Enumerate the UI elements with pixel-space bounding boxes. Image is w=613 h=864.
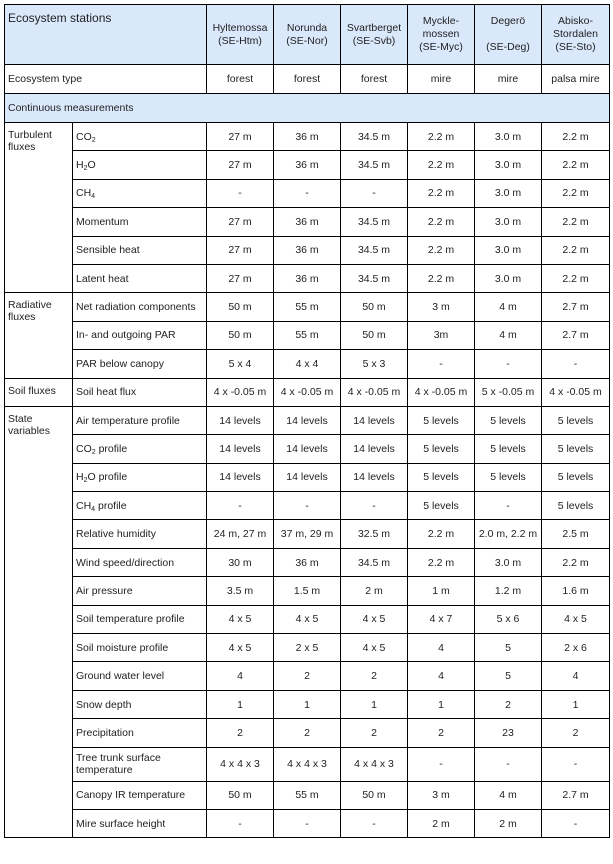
measurement-value: 2.7 m <box>542 781 610 809</box>
measurement-value: 4 x 4 <box>274 350 341 378</box>
measurement-value: 5 levels <box>542 463 610 491</box>
table-row <box>5 179 610 207</box>
measurement-value: 2.7 m <box>542 293 610 321</box>
measurement-value: 4 x -0.05 m <box>274 378 341 406</box>
measurement-value: 4 x 5 <box>207 605 274 633</box>
measurement-value: 14 levels <box>207 406 274 434</box>
measurement-value: 2 m <box>341 577 408 605</box>
measurement-value: 37 m, 29 m <box>274 520 341 548</box>
ecosystem-type-value: mire <box>408 65 475 94</box>
measurement-value: 34.5 m <box>341 151 408 179</box>
measurement-value: 4 <box>207 662 274 690</box>
measurement-label: Soil temperature profile <box>73 605 207 633</box>
measurement-value: 2.2 m <box>408 208 475 236</box>
measurement-label: $CH_4$ <box>73 179 207 207</box>
measurement-value: 3.0 m <box>475 208 542 236</box>
measurement-value: 50 m <box>341 781 408 809</box>
measurement-value: 50 m <box>207 321 274 349</box>
measurement-value: 4 m <box>475 293 542 321</box>
measurement-label: $CO_2$ profile <box>73 435 207 463</box>
measurement-value: 3.0 m <box>475 179 542 207</box>
station-header: Norunda (SE-Nor) <box>274 5 341 65</box>
measurement-value: 50 m <box>341 321 408 349</box>
header-row <box>5 5 610 65</box>
measurement-value: 5 levels <box>408 492 475 520</box>
table-row <box>5 293 610 321</box>
measurement-label: $H_2O$ profile <box>73 463 207 491</box>
measurement-value: 5 x 4 <box>207 350 274 378</box>
table-row <box>5 809 610 837</box>
measurement-value: 5 levels <box>475 463 542 491</box>
table-row <box>5 321 610 349</box>
ecosystem-type-value: forest <box>274 65 341 94</box>
measurement-label: $CH_4$ profile <box>73 492 207 520</box>
table-row <box>5 492 610 520</box>
measurement-value: 4 x 5 <box>274 605 341 633</box>
measurement-value: 50 m <box>341 293 408 321</box>
station-header: Abisko- Stordalen (SE-Sto) <box>542 5 610 65</box>
measurement-value: 5 x 6 <box>475 605 542 633</box>
measurement-value: 4 x 5 <box>207 634 274 662</box>
measurement-label: Air pressure <box>73 577 207 605</box>
measurement-value: 2 m <box>408 809 475 837</box>
measurement-value: 2.0 m, 2.2 m <box>475 520 542 548</box>
measurement-value: 4 x -0.05 m <box>341 378 408 406</box>
measurement-label: Momentum <box>73 208 207 236</box>
ecosystem-stations-table <box>4 4 610 838</box>
measurement-value: - <box>207 492 274 520</box>
measurement-value: 2 <box>341 719 408 747</box>
ecosystem-type-row <box>5 65 610 94</box>
measurement-value: 2 <box>274 719 341 747</box>
measurement-label: Soil heat flux <box>73 378 207 406</box>
measurement-value: 2.2 m <box>542 179 610 207</box>
measurement-label: Latent heat <box>73 264 207 292</box>
measurement-value: 1 <box>207 690 274 718</box>
section-title: Continuous measurements <box>5 94 610 123</box>
measurement-value: - <box>274 809 341 837</box>
table-row <box>5 350 610 378</box>
ecosystem-type-label: Ecosystem type <box>5 65 207 94</box>
measurement-value: - <box>408 350 475 378</box>
measurement-value: 27 m <box>207 208 274 236</box>
measurement-value: 36 m <box>274 236 341 264</box>
measurement-value: 2 x 5 <box>274 634 341 662</box>
table-row <box>5 378 610 406</box>
measurement-label: Sensible heat <box>73 236 207 264</box>
station-header: Svartberget (SE-Svb) <box>341 5 408 65</box>
station-header: Hyltemossa (SE-Htm) <box>207 5 274 65</box>
table-row <box>5 208 610 236</box>
measurement-value: - <box>542 350 610 378</box>
measurement-label: Net radiation components <box>73 293 207 321</box>
measurement-label: PAR below canopy <box>73 350 207 378</box>
measurement-value: 4 x 5 <box>341 634 408 662</box>
measurement-label: Mire surface height <box>73 809 207 837</box>
measurement-value: - <box>341 492 408 520</box>
table-row <box>5 605 610 633</box>
measurement-value: 36 m <box>274 548 341 576</box>
measurement-value: 1 <box>408 690 475 718</box>
measurement-value: 5 levels <box>542 492 610 520</box>
measurement-value: 1.5 m <box>274 577 341 605</box>
measurement-value: 2.2 m <box>408 236 475 264</box>
measurement-value: 4 x 4 x 3 <box>341 747 408 781</box>
measurement-value: 24 m, 27 m <box>207 520 274 548</box>
group-label: State variables <box>5 406 73 837</box>
measurement-value: 5 <box>475 634 542 662</box>
measurement-value: 2.2 m <box>542 264 610 292</box>
measurement-value: 34.5 m <box>341 123 408 151</box>
measurement-value: 4 x 4 x 3 <box>207 747 274 781</box>
measurement-value: 4 x 4 x 3 <box>274 747 341 781</box>
measurement-value: 32.5 m <box>341 520 408 548</box>
measurement-value: 2.2 m <box>542 123 610 151</box>
group-label: Radiative fluxes <box>5 293 73 378</box>
measurement-value: 1 <box>341 690 408 718</box>
measurement-label: Soil moisture profile <box>73 634 207 662</box>
table-row <box>5 435 610 463</box>
measurement-value: 3.0 m <box>475 151 542 179</box>
measurement-value: 4 <box>408 662 475 690</box>
measurement-value: 2.2 m <box>408 123 475 151</box>
measurement-value: 4 x 7 <box>408 605 475 633</box>
measurement-value: 34.5 m <box>341 208 408 236</box>
measurement-value: 14 levels <box>274 463 341 491</box>
measurement-label: $H_2O$ <box>73 151 207 179</box>
measurement-value: 5 x -0.05 m <box>475 378 542 406</box>
measurement-value: 5 levels <box>542 406 610 434</box>
measurement-value: 14 levels <box>341 435 408 463</box>
table-row <box>5 634 610 662</box>
measurement-value: 3.5 m <box>207 577 274 605</box>
measurement-value: 34.5 m <box>341 264 408 292</box>
measurement-value: 14 levels <box>274 435 341 463</box>
measurement-value: 55 m <box>274 781 341 809</box>
ecosystem-type-value: mire <box>475 65 542 94</box>
measurement-value: 4 x -0.05 m <box>408 378 475 406</box>
measurement-value: 14 levels <box>341 463 408 491</box>
measurement-value: 1 m <box>408 577 475 605</box>
table-row <box>5 151 610 179</box>
measurement-value: 1.6 m <box>542 577 610 605</box>
measurement-label: Canopy IR temperature <box>73 781 207 809</box>
measurement-value: 34.5 m <box>341 548 408 576</box>
table-row <box>5 690 610 718</box>
measurement-value: 2.2 m <box>542 236 610 264</box>
measurement-value: 5 levels <box>542 435 610 463</box>
measurement-value: 5 x 3 <box>341 350 408 378</box>
measurement-value: 4 <box>542 662 610 690</box>
measurement-value: 27 m <box>207 123 274 151</box>
table-row <box>5 463 610 491</box>
measurement-value: - <box>475 350 542 378</box>
measurement-value: 36 m <box>274 151 341 179</box>
measurement-value: 36 m <box>274 264 341 292</box>
measurement-value: 14 levels <box>207 463 274 491</box>
measurement-value: 2 x 6 <box>542 634 610 662</box>
table-row <box>5 520 610 548</box>
measurement-value: 2.2 m <box>542 548 610 576</box>
measurement-value: 2.2 m <box>408 179 475 207</box>
measurement-value: 2.2 m <box>408 151 475 179</box>
measurement-value: - <box>341 179 408 207</box>
measurement-value: 5 levels <box>475 435 542 463</box>
table-row <box>5 747 610 781</box>
measurement-value: 50 m <box>207 293 274 321</box>
measurement-value: 4 x -0.05 m <box>542 378 610 406</box>
measurement-value: 27 m <box>207 151 274 179</box>
measurement-value: 14 levels <box>207 435 274 463</box>
measurement-value: 5 levels <box>408 406 475 434</box>
table-row <box>5 236 610 264</box>
measurement-value: 3.0 m <box>475 548 542 576</box>
measurement-value: - <box>408 747 475 781</box>
table-row <box>5 719 610 747</box>
measurement-value: 2.2 m <box>408 548 475 576</box>
ecosystem-type-value: palsa mire <box>542 65 610 94</box>
measurement-value: 27 m <box>207 236 274 264</box>
measurement-value: 2.7 m <box>542 321 610 349</box>
measurement-value: 3.0 m <box>475 264 542 292</box>
measurement-label: Precipitation <box>73 719 207 747</box>
measurement-label: Ground water level <box>73 662 207 690</box>
measurement-value: 2 <box>274 662 341 690</box>
measurement-label: Relative humidity <box>73 520 207 548</box>
measurement-value: 4 m <box>475 781 542 809</box>
measurement-value: - <box>274 492 341 520</box>
measurement-value: 4 m <box>475 321 542 349</box>
measurement-value: 4 x 5 <box>341 605 408 633</box>
ecosystem-type-value: forest <box>341 65 408 94</box>
table-row <box>5 662 610 690</box>
measurement-value: - <box>207 179 274 207</box>
measurement-value: - <box>475 747 542 781</box>
measurement-value: 5 levels <box>408 463 475 491</box>
measurement-value: 2.2 m <box>408 264 475 292</box>
measurement-value: 34.5 m <box>341 236 408 264</box>
measurement-value: 55 m <box>274 321 341 349</box>
measurement-value: 23 <box>475 719 542 747</box>
measurement-value: 1 <box>274 690 341 718</box>
group-label: Soil fluxes <box>5 378 73 406</box>
table-title: Ecosystem stations <box>5 5 207 65</box>
measurement-value: 36 m <box>274 123 341 151</box>
measurement-value: 3m <box>408 321 475 349</box>
measurement-value: 1 <box>542 690 610 718</box>
measurement-value: 14 levels <box>341 406 408 434</box>
table-row <box>5 264 610 292</box>
measurement-value: 4 <box>408 634 475 662</box>
measurement-value: - <box>274 179 341 207</box>
measurement-value: 30 m <box>207 548 274 576</box>
measurement-value: - <box>475 492 542 520</box>
table-row <box>5 123 610 151</box>
table-row <box>5 406 610 434</box>
measurement-value: 2.2 m <box>408 520 475 548</box>
measurement-value: 1.2 m <box>475 577 542 605</box>
measurement-value: 2.2 m <box>542 208 610 236</box>
measurement-value: 2 <box>207 719 274 747</box>
measurement-value: 50 m <box>207 781 274 809</box>
measurement-label: Snow depth <box>73 690 207 718</box>
measurement-value: 5 <box>475 662 542 690</box>
measurement-value: 2 <box>341 662 408 690</box>
measurement-value: - <box>542 747 610 781</box>
measurement-value: 3 m <box>408 293 475 321</box>
measurement-value: 4 x -0.05 m <box>207 378 274 406</box>
measurement-value: 36 m <box>274 208 341 236</box>
measurement-label: In- and outgoing PAR <box>73 321 207 349</box>
measurement-value: 2.5 m <box>542 520 610 548</box>
measurement-value: 3 m <box>408 781 475 809</box>
measurement-value: - <box>341 809 408 837</box>
measurement-value: 5 levels <box>408 435 475 463</box>
measurement-label: Tree trunk surface temperature <box>73 747 207 781</box>
measurement-value: - <box>207 809 274 837</box>
measurement-value: 3.0 m <box>475 236 542 264</box>
measurement-value: 14 levels <box>274 406 341 434</box>
ecosystem-type-value: forest <box>207 65 274 94</box>
measurement-value: 2 <box>542 719 610 747</box>
measurement-value: 55 m <box>274 293 341 321</box>
measurement-value: 3.0 m <box>475 123 542 151</box>
measurement-value: 2 <box>408 719 475 747</box>
measurement-label: Air temperature profile <box>73 406 207 434</box>
measurement-value: 27 m <box>207 264 274 292</box>
measurement-label: $CO_2$ <box>73 123 207 151</box>
measurement-value: 2 <box>475 690 542 718</box>
section-row <box>5 94 610 123</box>
table-row <box>5 577 610 605</box>
group-label: Turbulent fluxes <box>5 123 73 293</box>
measurement-value: 2 m <box>475 809 542 837</box>
station-header: Myckle- mossen (SE-Myc) <box>408 5 475 65</box>
station-header: Degerö (SE-Deg) <box>475 5 542 65</box>
measurement-value: 5 levels <box>475 406 542 434</box>
measurement-value: 4 x 5 <box>542 605 610 633</box>
measurement-value: - <box>542 809 610 837</box>
table-row <box>5 781 610 809</box>
measurement-value: 2.2 m <box>542 151 610 179</box>
measurement-label: Wind speed/direction <box>73 548 207 576</box>
table-row <box>5 548 610 576</box>
